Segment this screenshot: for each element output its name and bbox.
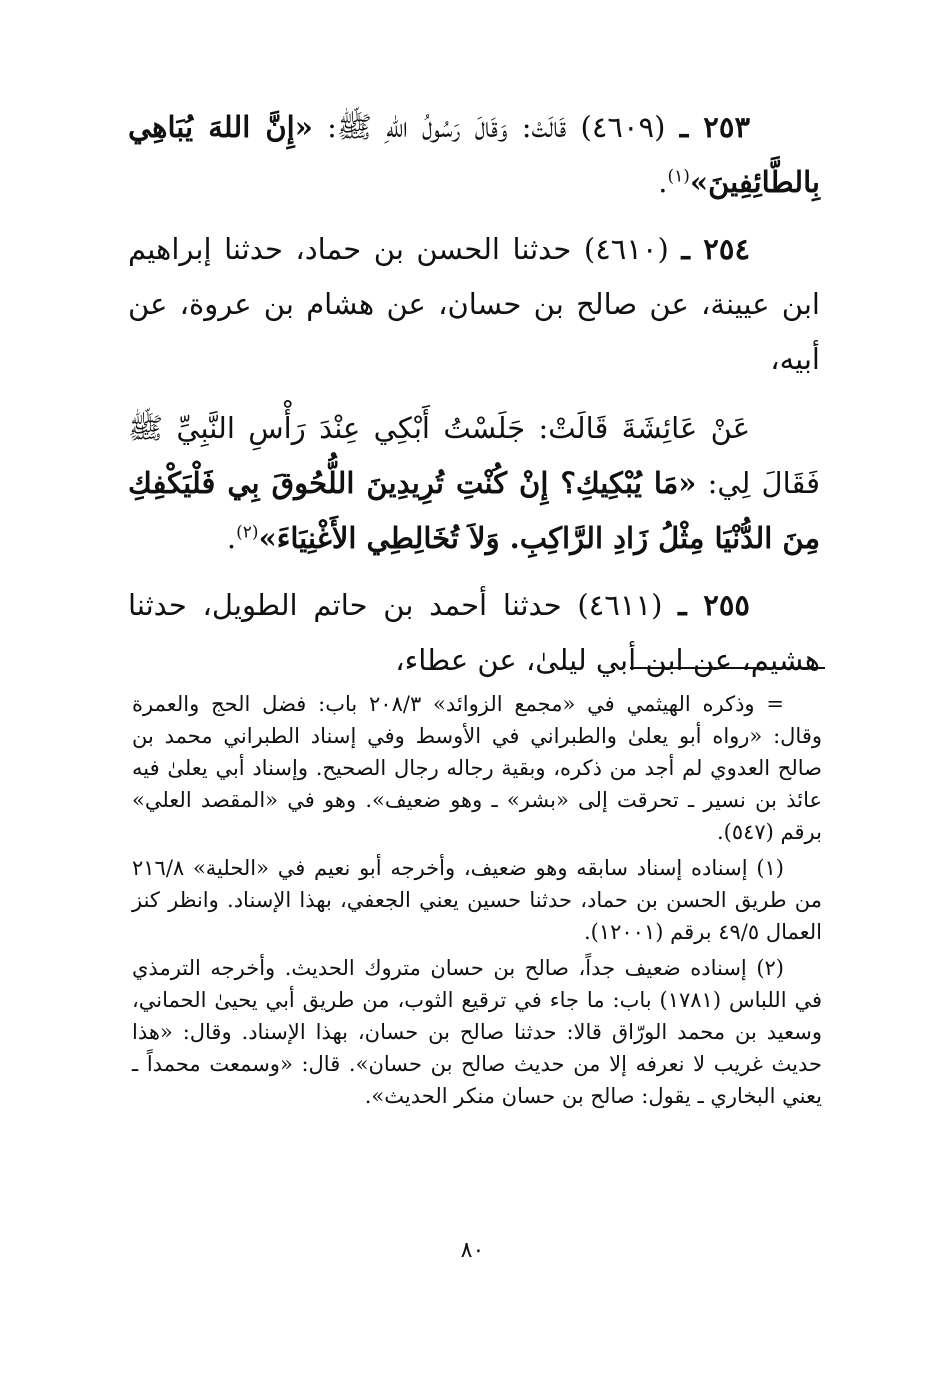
hadith-number: ٢٥٤ ـ <box>681 232 751 266</box>
hadith-255 <box>128 578 820 688</box>
footnote-ref: (١) <box>667 166 690 187</box>
hadith-text: عَنْ عَائِشَةَ قَالَتْ: جَلَسْتُ أَبْكِي عِنْدَ رَأْسِ النَّبِيِّ ﷺ فَقَالَ لِي: <box>128 411 820 500</box>
hadith-number: ٢٥٥ ـ <box>678 588 750 622</box>
footnote-marker: = <box>766 692 784 716</box>
hadith-253 <box>128 100 820 210</box>
footnote-text: وذكره الهيثمي في «مجمع الزوائد» ٢٠٨/٣ باب: فضل الحج والعمرة وقال: «رواه أبو يعلىٰ والطبراني في الأوسط وفي إسناد الطبراني محمد بن صالح العدوي لم أجد من ذكره، وبقية رجاله رجال الصحيح. وإسناد أبي يعلىٰ فيه عائذ بن نسير ـ تحرقت إلى «بشر» ـ وهو ضعيف». وهو في «المقصد العلي» برقم (٥٤٧). <box>132 692 822 844</box>
footnote-marker: (٢) <box>756 956 784 980</box>
main-text <box>128 100 820 700</box>
hadith-chain: (٤٦١١) حدثنا أحمد بن حاتم الطويل، حدثنا هشيم، عن ابن أبي ليلىٰ، عن عطاء، <box>128 588 820 677</box>
footnote-text: إسناده ضعيف جداً، صالح بن حسان متروك الحديث. وأخرجه الترمذي في اللباس (١٧٨١) باب: ما جاء في ترقيع الثوب، من طريق أبي يحيىٰ الحماني، وسعيد بن محمد الورّاق قالا: حدثنا صالح بن حسان، بهذا الإسناد. وقال: «هذا حديث غريب لا نعرفه إلا من حديث صالح بن حسان». قال: «وسمعت محمداً ـ يعني البخاري ـ يقول: صالح بن حسان منكر الحديث». <box>132 956 823 1108</box>
page-number: ٨٠ <box>460 1238 485 1263</box>
end-mark: . <box>658 165 668 199</box>
footnote-1 <box>132 852 822 948</box>
hadith-text: (٤٦٠٩) قَالَتْ: وَقَالَ رَسُولُ اللهِ ﷺ: <box>327 110 666 144</box>
end-mark: . <box>226 521 237 555</box>
footnote-2 <box>132 952 822 1112</box>
hadith-chain: (٤٦١٠) حدثنا الحسن بن حماد، حدثنا إبراهيم ابن عيينة، عن صالح بن حسان، عن هشام بن عروة، عن أبيه، <box>128 232 820 376</box>
footnote-ref: (٢) <box>236 522 259 543</box>
footnote-marker: (١) <box>756 856 784 880</box>
footnote-separator <box>630 667 825 669</box>
hadith-number: ٢٥٣ ـ <box>679 110 751 144</box>
hadith-quote: «إِنَّ اللهَ يُبَاهِي بِالطَّائِفِينَ» <box>128 110 820 199</box>
hadith-254-matn <box>128 401 820 566</box>
footnote-text: إسناده إسناد سابقه وهو ضعيف، وأخرجه أبو نعيم في «الحلية» ٢١٦/٨ من طريق الحسن بن حماد، حدثنا حسين يعني الجعفي، بهذا الإسناد. وانظر كنز العمال ٤٩/٥ برقم (١٢٠٠١). <box>132 856 822 944</box>
hadith-254 <box>128 222 820 387</box>
footnotes <box>132 688 822 1116</box>
footnote-continuation <box>132 688 822 848</box>
hadith-quote: «مَا يُبْكِيكِ؟ إِنْ كُنْتِ تُرِيدِينَ اللُّحُوقَ بِي فَلْيَكْفِكِ مِنَ الدُّنْيَا مِثْلُ زَادِ الرَّاكِبِ. وَلاَ تُخَالِطِي الأَغْنِيَاءَ» <box>128 466 820 555</box>
